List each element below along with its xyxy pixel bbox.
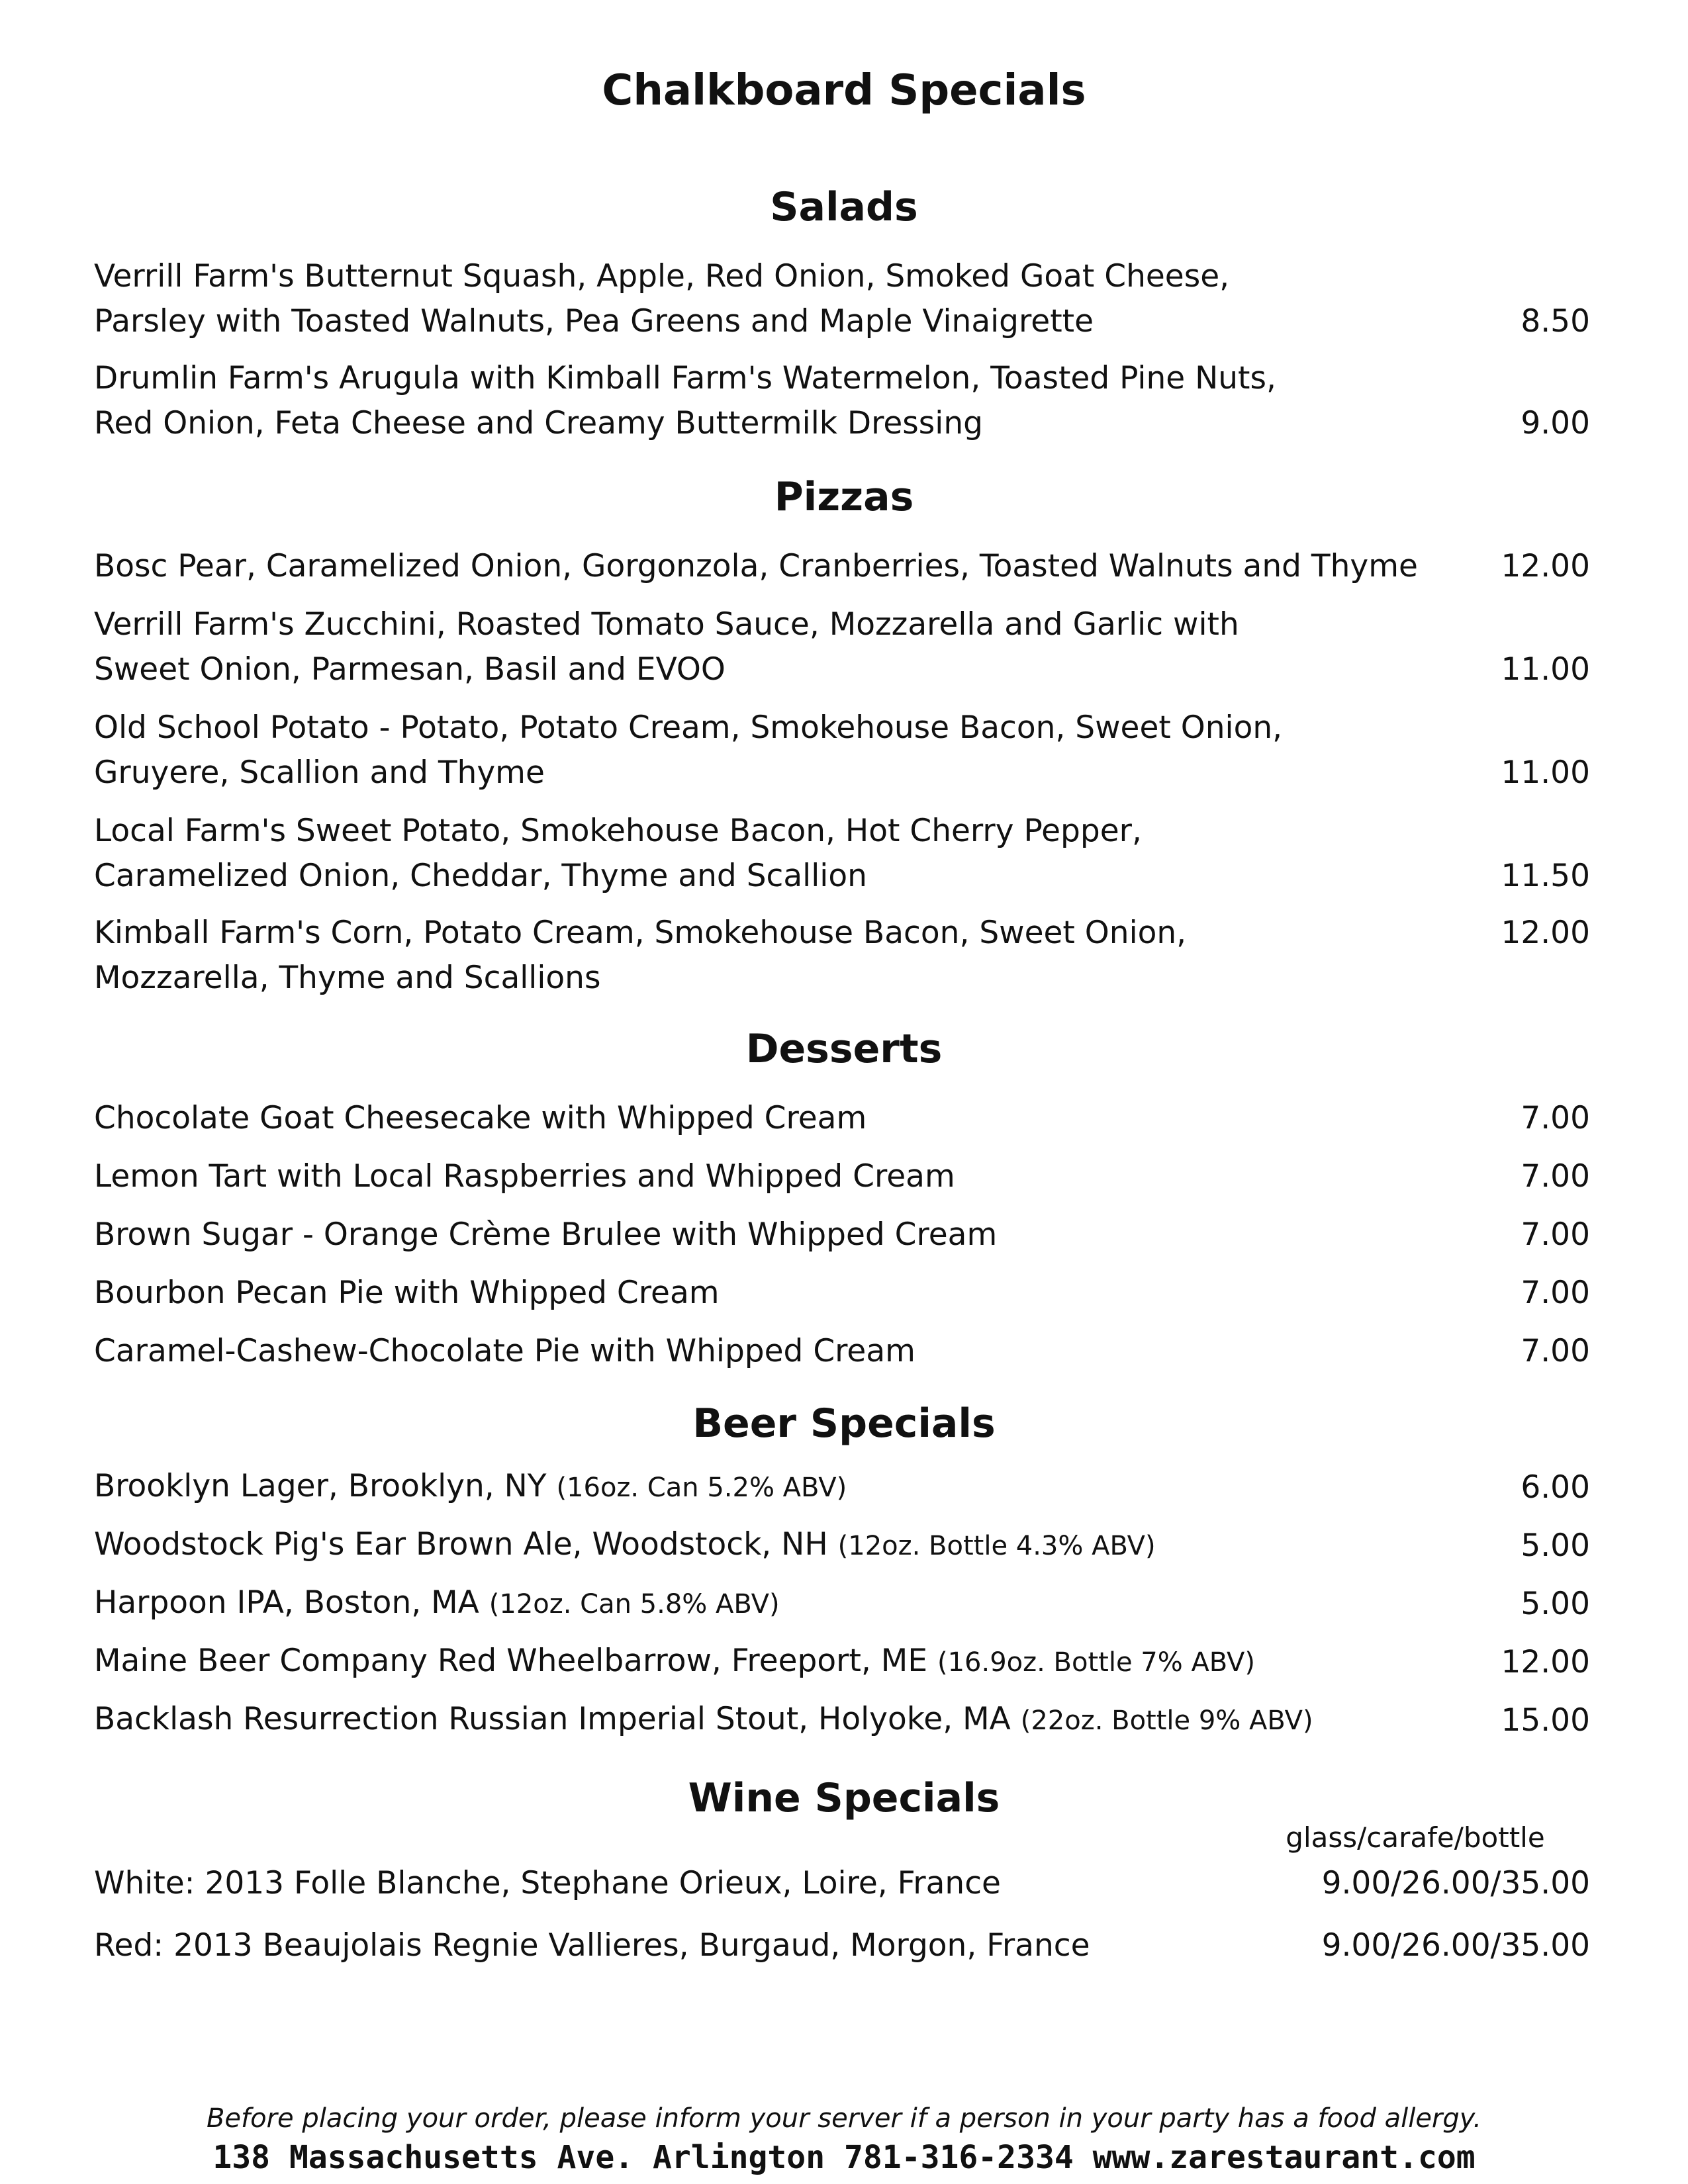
item-price: 7.00 bbox=[1521, 1158, 1590, 1195]
menu-item bbox=[94, 254, 1590, 344]
item-price: 11.50 bbox=[1501, 858, 1590, 894]
item-line: Kimball Farm's Corn, Potato Cream, Smokehouse Bacon, Sweet Onion, bbox=[94, 915, 1187, 951]
section-heading-wine: Wine Specials bbox=[688, 1775, 1000, 1821]
page-title: Chalkboard Specials bbox=[602, 66, 1086, 115]
item-description bbox=[94, 544, 1418, 589]
item-price: 5.00 bbox=[1521, 1586, 1590, 1622]
item-description bbox=[94, 1329, 1418, 1374]
item-price: 7.00 bbox=[1521, 1275, 1590, 1311]
item-price: 15.00 bbox=[1501, 1702, 1590, 1739]
menu-item bbox=[94, 1923, 1590, 1968]
item-price: 7.00 bbox=[1521, 1100, 1590, 1136]
menu-item bbox=[94, 1861, 1590, 1906]
item-line: Red: 2013 Beaujolais Regnie Vallieres, Burgaud, Morgon, France bbox=[94, 1927, 1090, 1964]
item-line bbox=[94, 1464, 1418, 1510]
menu-item bbox=[94, 1271, 1590, 1316]
item-line: Verrill Farm's Butternut Squash, Apple, Red Onion, Smoked Goat Cheese, bbox=[94, 258, 1230, 295]
item-line bbox=[94, 1522, 1418, 1569]
item-line: Mozzarella, Thyme and Scallions bbox=[94, 960, 601, 996]
beer-name: Brooklyn Lager, Brooklyn, NY bbox=[94, 1468, 547, 1504]
beer-name: Maine Beer Company Red Wheelbarrow, Freeport, ME bbox=[94, 1643, 928, 1679]
item-description bbox=[94, 911, 1418, 1001]
address-line: 138 Massachusetts Ave. Arlington 781-316-2334 www.zarestaurant.com bbox=[212, 2139, 1476, 2176]
beer-detail: (16.9oz. Bottle 7% ABV) bbox=[937, 1647, 1255, 1678]
item-description bbox=[94, 705, 1418, 796]
section-heading-pizzas: Pizzas bbox=[774, 474, 914, 520]
item-line: Local Farm's Sweet Potato, Smokehouse Bacon, Hot Cherry Pepper, bbox=[94, 813, 1142, 849]
item-line: Parsley with Toasted Walnuts, Pea Greens and Maple Vinaigrette bbox=[94, 303, 1094, 340]
item-line: Brown Sugar - Orange Crème Brulee with Whipped Cream bbox=[94, 1216, 998, 1253]
beer-detail: (22oz. Bottle 9% ABV) bbox=[1020, 1706, 1313, 1736]
item-price: 12.00 bbox=[1501, 1644, 1590, 1680]
item-price: 9.00/26.00/35.00 bbox=[1321, 1927, 1590, 1964]
item-description bbox=[94, 1096, 1418, 1141]
menu-item bbox=[94, 1212, 1590, 1257]
item-price: 7.00 bbox=[1521, 1333, 1590, 1369]
menu-item bbox=[94, 1096, 1590, 1141]
menu-item bbox=[94, 1522, 1590, 1569]
item-price: 11.00 bbox=[1501, 651, 1590, 688]
item-description bbox=[94, 1464, 1418, 1510]
item-description bbox=[94, 1639, 1418, 1685]
menu-item bbox=[94, 602, 1590, 692]
item-description bbox=[94, 809, 1418, 899]
item-line: Caramelized Onion, Cheddar, Thyme and Scallion bbox=[94, 858, 867, 894]
menu-item bbox=[94, 1464, 1590, 1510]
item-description bbox=[94, 1580, 1418, 1627]
section-heading-salads: Salads bbox=[770, 184, 918, 230]
item-price: 9.00 bbox=[1521, 405, 1590, 441]
item-price: 6.00 bbox=[1521, 1469, 1590, 1506]
item-line: Lemon Tart with Local Raspberries and Whipped Cream bbox=[94, 1158, 955, 1195]
beer-detail: (16oz. Can 5.2% ABV) bbox=[556, 1473, 847, 1503]
allergy-note: Before placing your order, please inform your server if a person in your party has a food allergy. bbox=[206, 2103, 1482, 2134]
item-line: Bosc Pear, Caramelized Onion, Gorgonzola, Cranberries, Toasted Walnuts and Thyme bbox=[94, 548, 1418, 584]
section-heading-beer: Beer Specials bbox=[692, 1400, 996, 1447]
item-description bbox=[94, 1697, 1418, 1743]
item-description bbox=[94, 1923, 1418, 1968]
item-line: Caramel-Cashew-Chocolate Pie with Whipped Cream bbox=[94, 1333, 915, 1369]
item-line: Old School Potato - Potato, Potato Cream, Smokehouse Bacon, Sweet Onion, bbox=[94, 709, 1283, 746]
item-line bbox=[94, 1580, 1418, 1627]
beer-name: Harpoon IPA, Boston, MA bbox=[94, 1584, 479, 1621]
item-description bbox=[94, 1271, 1418, 1316]
item-description bbox=[94, 356, 1418, 446]
beer-detail: (12oz. Can 5.8% ABV) bbox=[489, 1589, 780, 1619]
item-description bbox=[94, 1522, 1418, 1569]
menu-item bbox=[94, 1329, 1590, 1374]
item-line: Red Onion, Feta Cheese and Creamy Buttermilk Dressing bbox=[94, 405, 983, 441]
item-line bbox=[94, 1697, 1418, 1743]
item-price: 5.00 bbox=[1521, 1527, 1590, 1564]
item-line: Chocolate Goat Cheesecake with Whipped Cream bbox=[94, 1100, 867, 1136]
item-line: Gruyere, Scallion and Thyme bbox=[94, 754, 545, 791]
beer-name: Woodstock Pig's Ear Brown Ale, Woodstock, NH bbox=[94, 1526, 828, 1563]
beer-name: Backlash Resurrection Russian Imperial Stout, Holyoke, MA bbox=[94, 1701, 1011, 1737]
menu-item bbox=[94, 1154, 1590, 1199]
item-line bbox=[94, 1639, 1418, 1685]
menu-item bbox=[94, 356, 1590, 446]
menu-item bbox=[94, 809, 1590, 899]
menu-item bbox=[94, 911, 1590, 1001]
item-description bbox=[94, 602, 1418, 692]
item-price: 8.50 bbox=[1521, 303, 1590, 340]
item-description bbox=[94, 1154, 1418, 1199]
item-line: Bourbon Pecan Pie with Whipped Cream bbox=[94, 1275, 720, 1311]
item-price: 11.00 bbox=[1501, 754, 1590, 791]
item-price: 9.00/26.00/35.00 bbox=[1321, 1865, 1590, 1901]
wine-column-header: glass/carafe/bottle bbox=[1286, 1821, 1545, 1854]
item-description bbox=[94, 1212, 1418, 1257]
menu-item bbox=[94, 544, 1590, 589]
item-line: Drumlin Farm's Arugula with Kimball Farm's Watermelon, Toasted Pine Nuts, bbox=[94, 360, 1276, 396]
item-description bbox=[94, 1861, 1418, 1906]
menu-item bbox=[94, 1580, 1590, 1627]
item-line: Sweet Onion, Parmesan, Basil and EVOO bbox=[94, 651, 726, 688]
beer-detail: (12oz. Bottle 4.3% ABV) bbox=[837, 1531, 1156, 1561]
item-price: 12.00 bbox=[1501, 915, 1590, 951]
menu-item bbox=[94, 1697, 1590, 1743]
item-description bbox=[94, 254, 1418, 344]
item-price: 12.00 bbox=[1501, 548, 1590, 584]
item-line: White: 2013 Folle Blanche, Stephane Orieux, Loire, France bbox=[94, 1865, 1001, 1901]
section-heading-desserts: Desserts bbox=[745, 1026, 943, 1072]
item-line: Verrill Farm's Zucchini, Roasted Tomato Sauce, Mozzarella and Garlic with bbox=[94, 606, 1239, 643]
item-price: 7.00 bbox=[1521, 1216, 1590, 1253]
menu-item bbox=[94, 705, 1590, 796]
menu-item bbox=[94, 1639, 1590, 1685]
